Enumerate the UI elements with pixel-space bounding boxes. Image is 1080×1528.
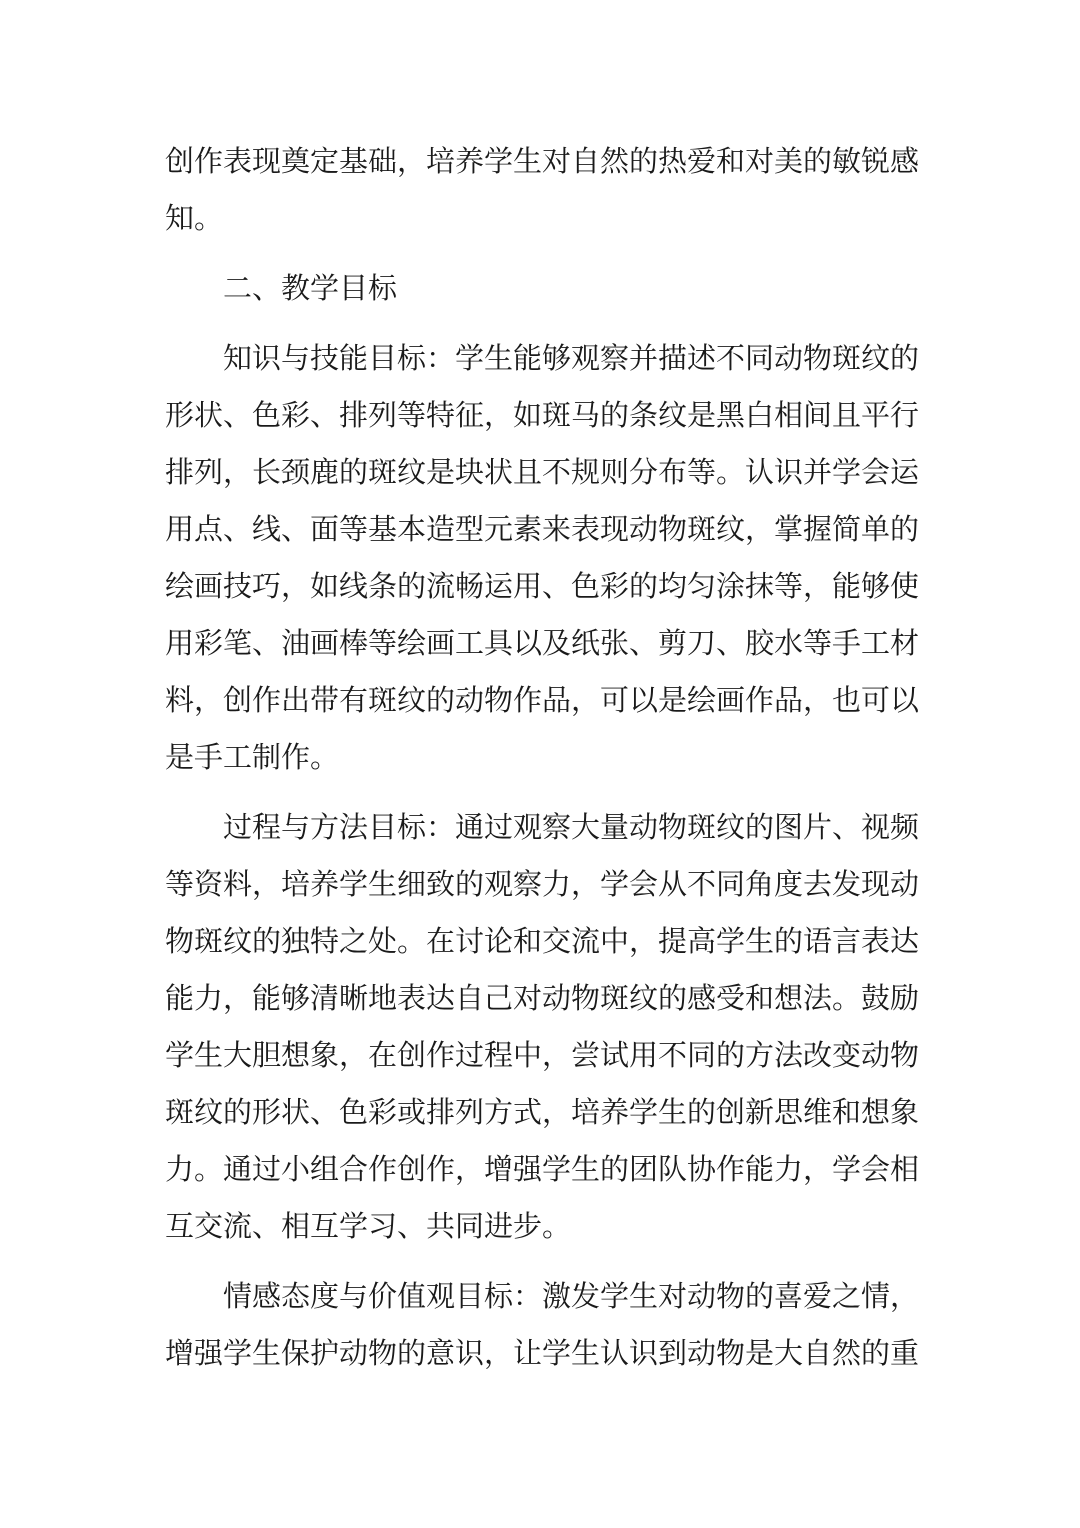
text-line: 是手工制作。 — [165, 740, 340, 774]
text-line: 知识与技能目标：学生能够观察并描述不同动物斑纹的 — [223, 341, 920, 375]
text-line: 创作表现奠定基础，培养学生对自然的热爱和对美的敏锐感 — [165, 144, 920, 178]
paragraph-continuation — [165, 133, 920, 247]
text-line: 形状、色彩、排列等特征，如斑马的条纹是黑白相间且平行 — [165, 398, 920, 432]
document-body — [165, 133, 920, 1382]
text-line: 知。 — [165, 201, 224, 235]
heading-text: 二、教学目标 — [223, 271, 398, 305]
paragraph-process-methods — [165, 799, 920, 1255]
text-line: 斑纹的形状、色彩或排列方式，培养学生的创新思维和想象 — [165, 1095, 920, 1129]
paragraph-knowledge-skills — [165, 330, 920, 786]
text-line: 情感态度与价值观目标：激发学生对动物的喜爱之情， — [223, 1279, 920, 1313]
text-line: 用点、线、面等基本造型元素来表现动物斑纹，掌握简单的 — [165, 512, 920, 546]
text-line: 等资料，培养学生细致的观察力，学会从不同角度去发现动 — [165, 867, 920, 901]
text-line: 能力，能够清晰地表达自己对动物斑纹的感受和想法。鼓励 — [165, 981, 920, 1015]
text-line: 互交流、相互学习、共同进步。 — [165, 1209, 572, 1243]
text-line: 力。通过小组合作创作，增强学生的团队协作能力，学会相 — [165, 1152, 920, 1186]
text-line: 物斑纹的独特之处。在讨论和交流中，提高学生的语言表达 — [165, 924, 920, 958]
text-line: 排列，长颈鹿的斑纹是块状且不规则分布等。认识并学会运 — [165, 455, 920, 489]
text-line: 料，创作出带有斑纹的动物作品，可以是绘画作品，也可以 — [165, 683, 920, 717]
paragraph-emotion-values — [165, 1268, 920, 1382]
text-line: 过程与方法目标：通过观察大量动物斑纹的图片、视频 — [223, 810, 920, 844]
text-line: 学生大胆想象，在创作过程中，尝试用不同的方法改变动物 — [165, 1038, 920, 1072]
text-line: 用彩笔、油画棒等绘画工具以及纸张、剪刀、胶水等手工材 — [165, 626, 920, 660]
text-line: 绘画技巧，如线条的流畅运用、色彩的均匀涂抹等，能够使 — [165, 569, 920, 603]
text-line: 增强学生保护动物的意识，让学生认识到动物是大自然的重 — [165, 1336, 920, 1370]
section-heading — [165, 260, 917, 317]
